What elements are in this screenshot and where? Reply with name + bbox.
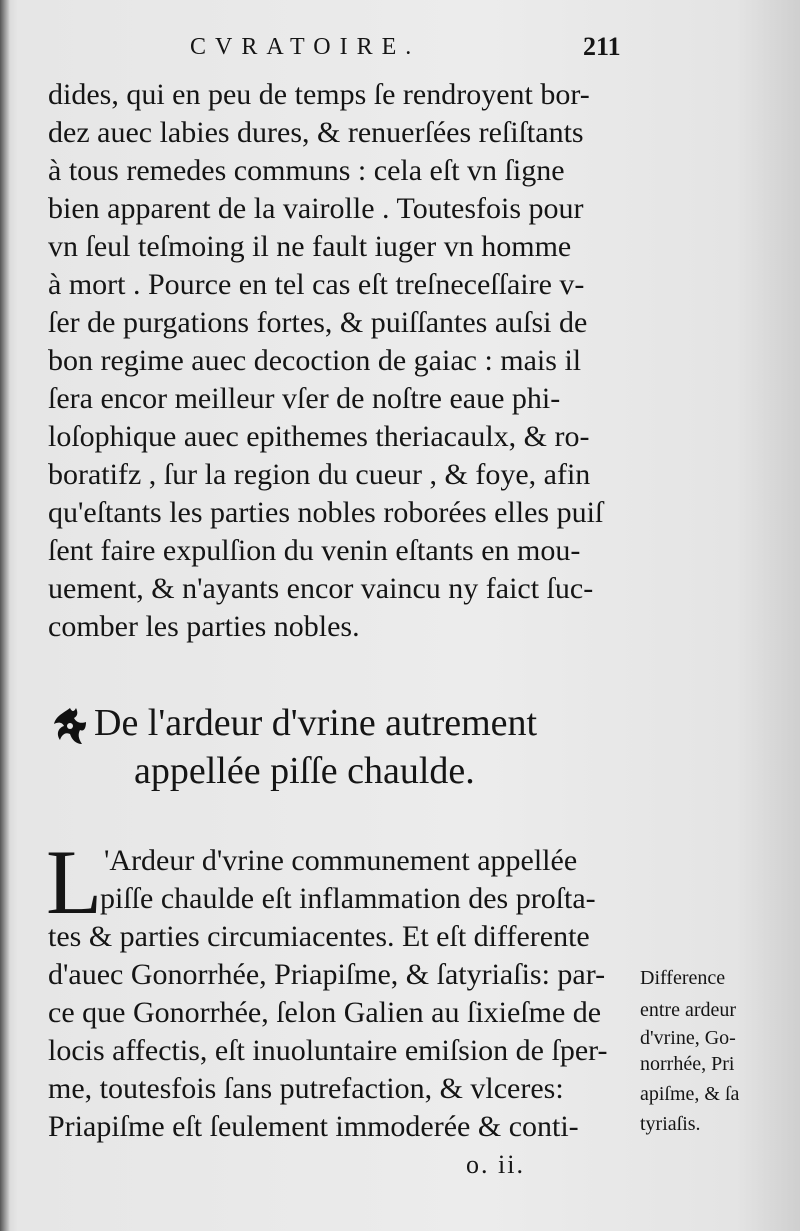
body-line: ſent faire expulſion du venin eſtants en mou-	[48, 534, 581, 567]
chapter-line: Priapiſme eſt ſeulement immoderée & conti-	[48, 1110, 579, 1143]
body-line: dez auec labies dures, & renuerſées reſiſtants	[48, 116, 584, 149]
body-line: ſer de purgations fortes, & puiſſantes auſsi de	[48, 306, 588, 339]
page-number: 211	[583, 32, 621, 61]
margin-note-line: norrhée, Pri	[640, 1053, 735, 1075]
body-line: bien apparent de la vairolle . Toutesfois pour	[48, 192, 584, 225]
running-head: CVRATOIRE.	[190, 34, 421, 60]
margin-note-line: entre ardeur	[640, 999, 737, 1021]
body-line: loſophique auec epithemes theriacaulx, & ro-	[48, 420, 590, 453]
fleuron-ornament-icon	[50, 704, 90, 748]
chapter-line: d'auec Gonorrhée, Priapiſme, & ſatyriaſis: par-	[48, 958, 606, 991]
body-line: bon regime auec decoction de gaiac : mais il	[48, 344, 582, 377]
margin-note-line: tyriaſis.	[640, 1113, 701, 1135]
chapter-line: tes & parties circumiacentes. Et eſt differente	[48, 920, 590, 953]
chapter-line: piſſe chaulde eſt inflammation des proſta-	[100, 882, 596, 915]
chapter-line: 'Ardeur d'vrine communement appellée	[104, 844, 578, 877]
body-line: vn ſeul teſmoing il ne fault iuger vn homme	[48, 230, 572, 263]
body-line: qu'eſtants les parties nobles roborées elles puiſ	[48, 496, 604, 529]
drop-capital: L	[46, 831, 103, 933]
body-line: uement, & n'ayants encor vaincu ny faict ſuc-	[48, 572, 594, 605]
body-line: comber les parties nobles.	[48, 610, 360, 643]
margin-note-line: d'vrine, Go-	[640, 1027, 736, 1049]
margin-note-line: apiſme, & ſa	[640, 1083, 740, 1105]
body-line: ſera encor meilleur vſer de noſtre eaue phi-	[48, 382, 561, 415]
signature-mark: o. ii.	[466, 1150, 525, 1179]
chapter-line: me, toutesfois ſans putrefaction, & vlceres:	[48, 1072, 564, 1105]
body-line: boratifz , ſur la region du cueur , & foye, afin	[48, 458, 591, 491]
chapter-heading: De l'ardeur d'vrine autrement	[94, 702, 538, 744]
body-line: à tous remedes communs : cela eſt vn ſigne	[48, 154, 565, 187]
body-line: dides, qui en peu de temps ſe rendroyent bor-	[48, 78, 590, 111]
margin-note-line: Difference	[640, 967, 726, 989]
body-line: à mort . Pource en tel cas eſt treſneceſſaire v-	[48, 268, 585, 301]
chapter-heading: appellée piſſe chaulde.	[134, 750, 475, 792]
chapter-line: ce que Gonorrhée, ſelon Galien au ſixieſme de	[48, 996, 602, 1029]
chapter-line: locis affectis, eſt inuoluntaire emiſsion de ſper-	[48, 1034, 608, 1067]
